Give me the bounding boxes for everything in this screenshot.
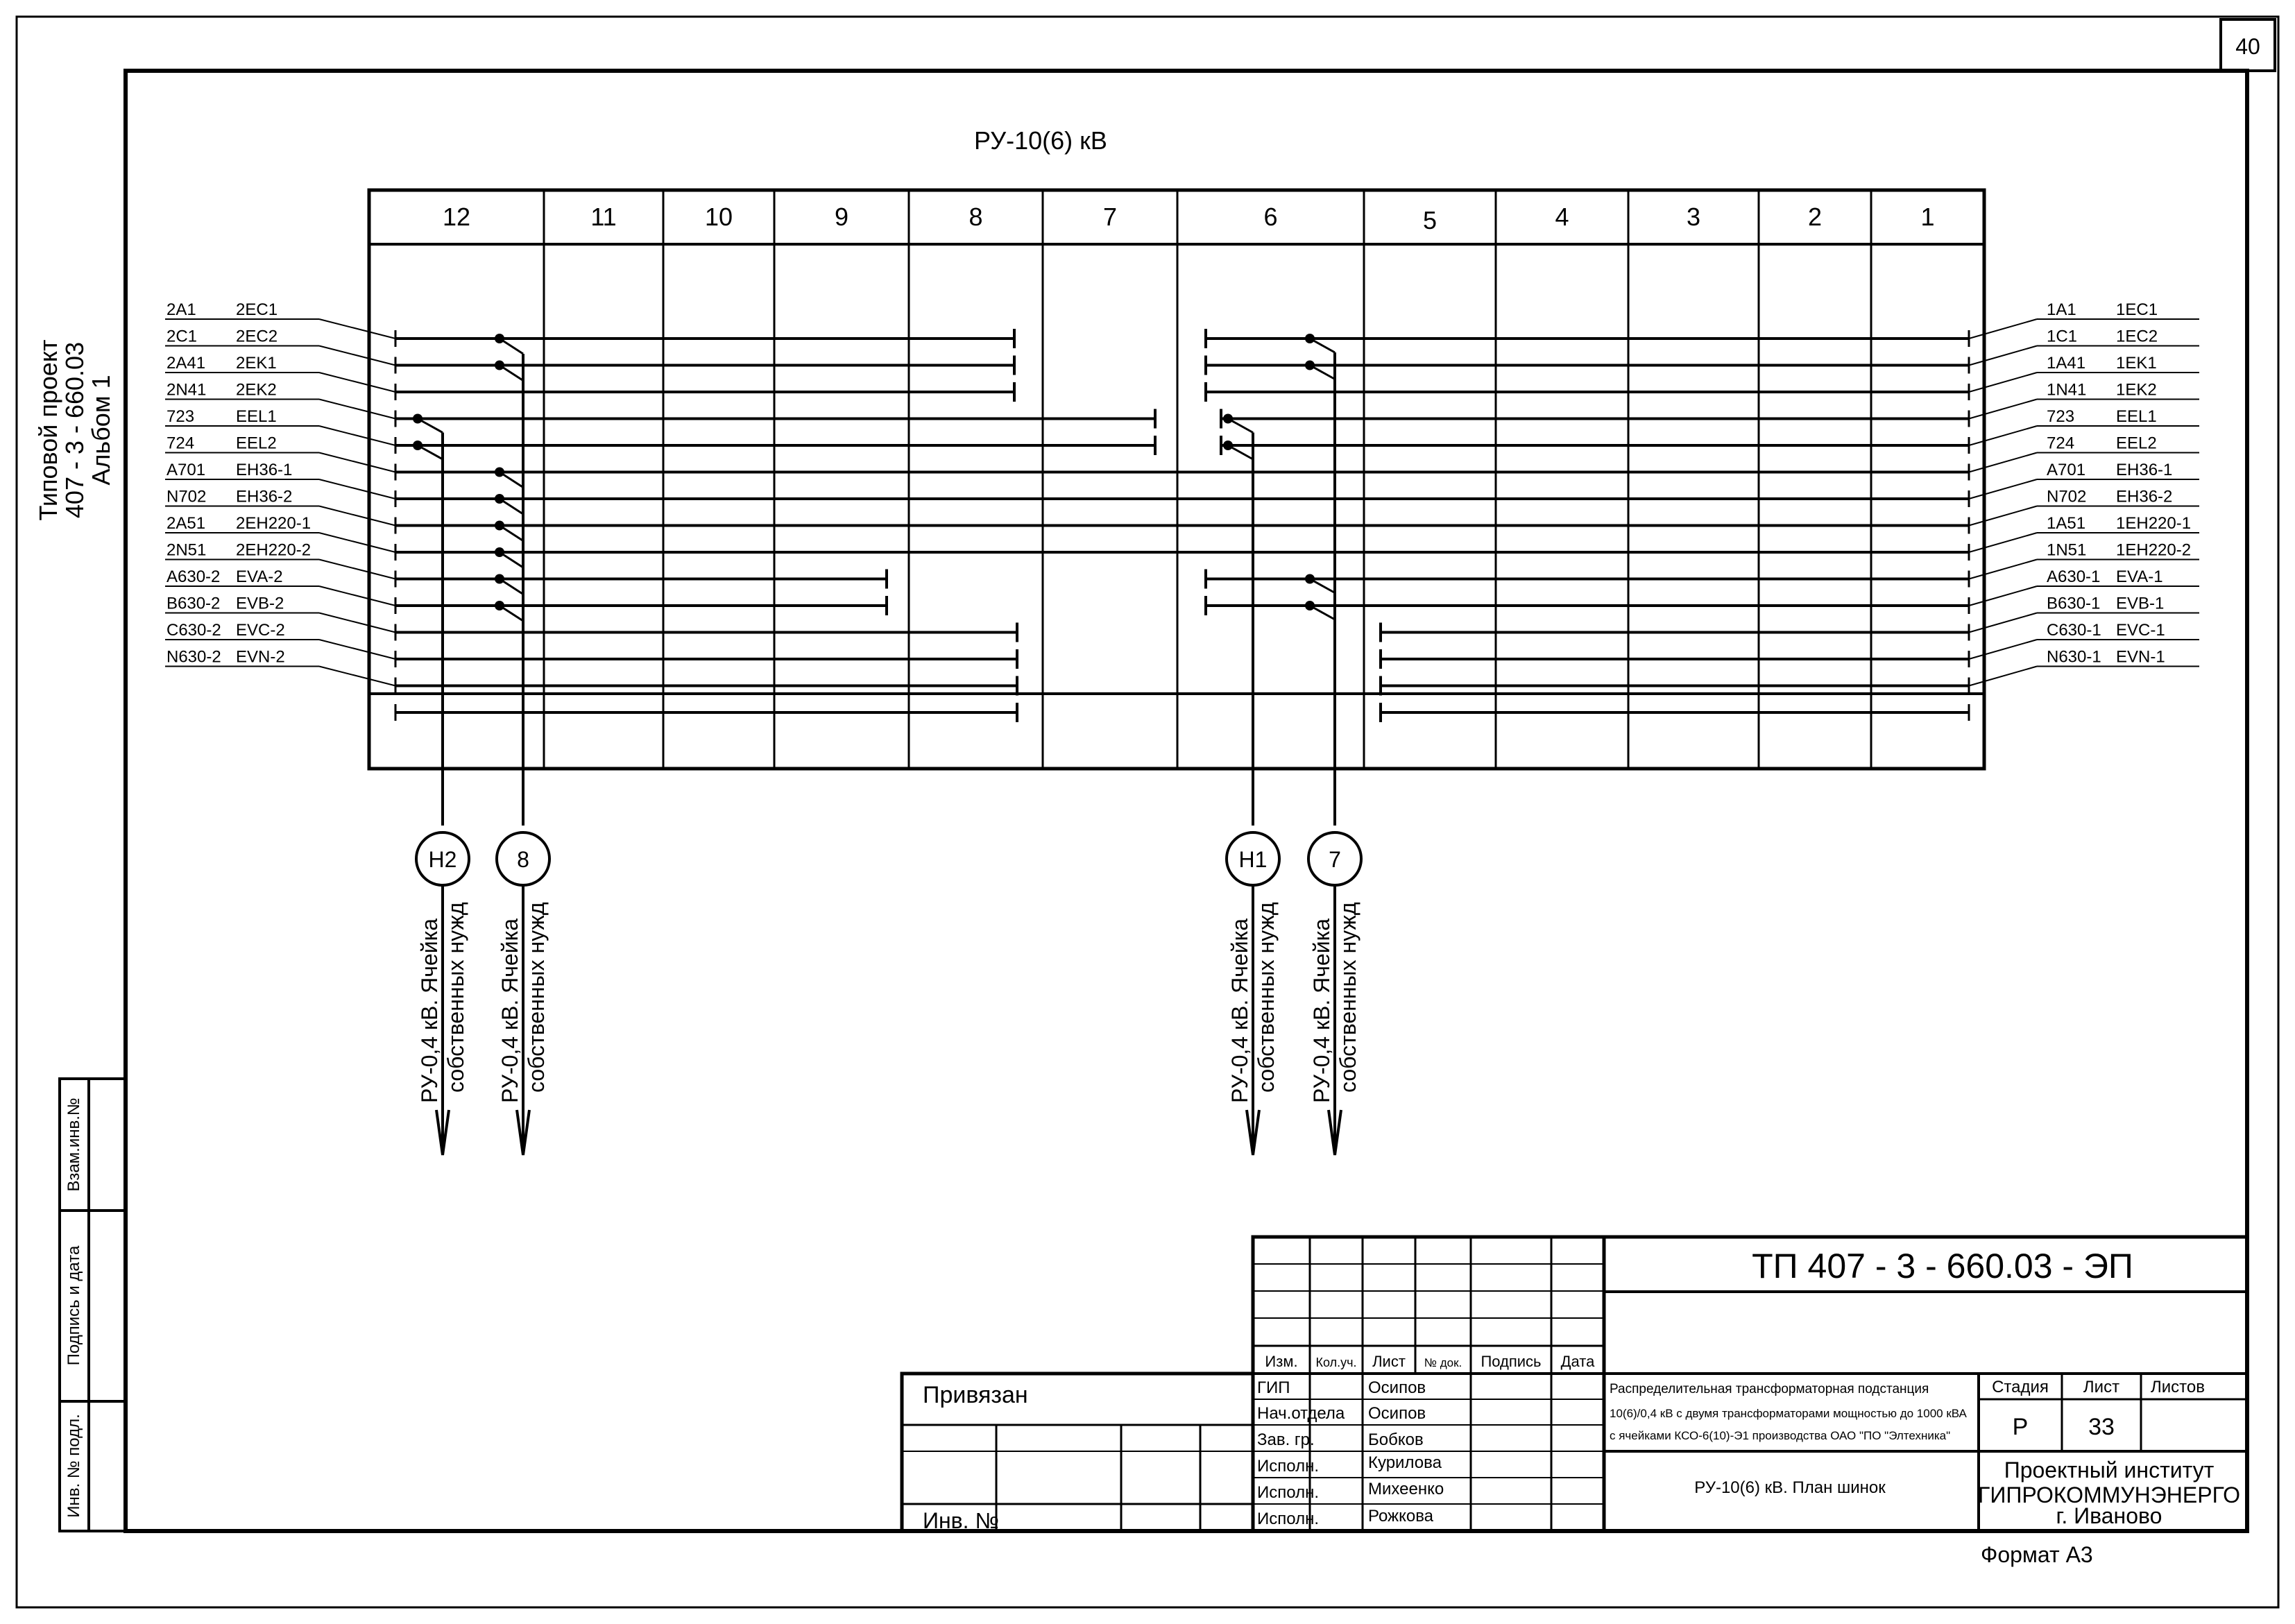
- wire-code: 2EC1: [236, 300, 278, 319]
- institute-line-1: Проектный институт: [2004, 1458, 2215, 1482]
- wire-mark: 2N51: [167, 540, 207, 560]
- side-stamp-line-2: 407 - 3 - 660.03: [60, 341, 89, 519]
- feeder-number: 7: [1329, 847, 1341, 872]
- feeder-number: Н2: [428, 847, 457, 872]
- wire-mark: N630-1: [2047, 647, 2101, 667]
- label-leader: [319, 319, 395, 339]
- wire-code: EEL1: [2116, 407, 2157, 426]
- tap-line: [500, 339, 523, 354]
- feeder-desc-1: РУ-0,4 кВ. Ячейка: [1309, 918, 1334, 1103]
- wire-code: EH36-1: [236, 461, 293, 479]
- project-title-line-2: 10(6)/0,4 кВ с двумя трансформаторами мощностью до 1000 кВА: [1610, 1407, 1967, 1420]
- wire-code: EVB-1: [2116, 594, 2165, 613]
- wire-mark: 724: [2047, 434, 2075, 453]
- wire-code: 1EH220-2: [2116, 540, 2192, 560]
- cell-number: 7: [1102, 203, 1118, 231]
- right-wire-labels: [1969, 300, 2199, 686]
- cell-number: 6: [1263, 203, 1278, 231]
- wire-mark: 1A1: [2047, 300, 2076, 319]
- sheet-header: Лист: [2083, 1378, 2120, 1396]
- label-leader: [319, 479, 395, 499]
- institute-line-2: ГИПРОКОММУНЭНЕРГО: [1978, 1482, 2240, 1507]
- cell-number: 9: [834, 203, 849, 231]
- label-leader: [319, 426, 395, 445]
- wire-code: 1EH220-1: [2116, 514, 2192, 533]
- staff-role-5: Исполн.: [1257, 1483, 1319, 1502]
- label-leader: [1969, 560, 2037, 579]
- wire-mark: 1A41: [2047, 354, 2086, 373]
- side-stamp-line-3: Альбом 1: [87, 375, 115, 486]
- label-leader: [1969, 479, 2037, 499]
- wire-mark: 2A41: [167, 354, 206, 373]
- wire-mark: 1N51: [2047, 540, 2087, 560]
- label-leader: [1969, 667, 2037, 686]
- diagram-title: РУ-10(6) кВ: [974, 126, 1107, 155]
- wire-mark: C630-1: [2047, 621, 2101, 640]
- cell-number: 10: [704, 203, 733, 231]
- label-leader: [1969, 506, 2037, 526]
- wire-code: EEL1: [236, 407, 277, 426]
- label-leader: [1969, 453, 2037, 472]
- label-leader: [1969, 426, 2037, 445]
- wire-code: 1EC1: [2116, 300, 2158, 319]
- staff-role-2: Нач.отдела: [1257, 1404, 1345, 1423]
- feeder-number: 8: [517, 847, 529, 872]
- feeder-desc-1: РУ-0,4 кВ. Ячейка: [1227, 918, 1252, 1103]
- wire-code: 1EC2: [2116, 327, 2158, 346]
- wire-code: 1EK2: [2116, 380, 2157, 400]
- hdr-sign: Подпись: [1481, 1353, 1542, 1370]
- staff-name-4: Курилова: [1368, 1453, 1442, 1472]
- wire-code: EVN-2: [236, 647, 285, 667]
- stage-header: Стадия: [1992, 1378, 2049, 1396]
- doc-code: ТП 407 - 3 - 660.03 - ЭП: [1752, 1247, 2133, 1285]
- side-stamp: [34, 339, 115, 520]
- stamp-original-inv: Инв. № подл.: [65, 1414, 83, 1518]
- wire-code: 1EK1: [2116, 354, 2157, 373]
- wire-code: 2EH220-2: [236, 540, 312, 560]
- label-leader: [1969, 319, 2037, 339]
- staff-name-1: Осипов: [1368, 1378, 1426, 1397]
- wire-mark: 2C1: [167, 327, 198, 346]
- cell-number: 12: [442, 203, 471, 231]
- cell-number: 5: [1422, 206, 1437, 234]
- hdr-doc: № док.: [1424, 1356, 1462, 1369]
- wire-code: EH36-2: [2116, 487, 2173, 506]
- tap-line: [1310, 339, 1335, 352]
- hdr-izm: Изм.: [1265, 1353, 1298, 1370]
- wire-mark: N702: [2047, 487, 2087, 506]
- cell-number: 3: [1686, 203, 1701, 231]
- busbars: [395, 329, 1969, 826]
- label-leader: [1969, 586, 2037, 606]
- tap-line: [1310, 366, 1335, 379]
- cell-number: 8: [969, 203, 983, 231]
- format-label: Формат А3: [1981, 1542, 2093, 1567]
- wire-code: 2EK1: [236, 354, 277, 373]
- wire-mark: A630-2: [167, 567, 221, 586]
- feeder-desc-2: собственных нужд: [443, 902, 468, 1093]
- staff-role-3: Зав. гр.: [1257, 1430, 1315, 1449]
- label-leader: [319, 613, 395, 633]
- inv-label: Инв. №: [923, 1508, 999, 1533]
- wire-mark: 2A51: [167, 514, 206, 533]
- staff-name-6: Рожкова: [1368, 1507, 1434, 1525]
- feeder-desc-2: собственных нужд: [1254, 902, 1279, 1093]
- cell-number: 1: [1920, 203, 1935, 231]
- label-leader: [319, 400, 395, 419]
- outer-border: [17, 17, 2278, 1607]
- tap-line: [1228, 419, 1253, 433]
- label-leader: [1969, 346, 2037, 366]
- label-leader: [319, 373, 395, 392]
- wire-code: EVC-2: [236, 621, 285, 640]
- wire-code: 2EK2: [236, 380, 277, 400]
- wire-mark: N702: [167, 487, 207, 506]
- stage-value: Р: [2012, 1414, 2029, 1440]
- label-leader: [1969, 373, 2037, 392]
- wire-code: EVC-1: [2116, 621, 2165, 640]
- tap-line: [500, 606, 523, 621]
- sheet-title: РУ-10(6) кВ. План шинок: [1694, 1478, 1886, 1497]
- wire-code: 2EC2: [236, 327, 278, 346]
- staff-role-1: ГИП: [1257, 1378, 1290, 1397]
- tap-line: [418, 419, 443, 433]
- wire-mark: 724: [167, 434, 195, 453]
- sheets-header: Листов: [2151, 1378, 2205, 1396]
- stamp-replaced-inv: Взам.инв.№: [65, 1097, 83, 1192]
- wire-mark: 723: [167, 407, 195, 426]
- wire-code: EVA-1: [2116, 567, 2163, 586]
- wire-mark: A701: [2047, 461, 2086, 479]
- institute-line-3: г. Иваново: [2056, 1503, 2162, 1528]
- tap-line: [500, 472, 523, 488]
- wire-mark: N630-2: [167, 647, 221, 667]
- wire-mark: B630-2: [167, 594, 221, 613]
- feeder-desc-2: собственных нужд: [524, 902, 549, 1093]
- wire-code: EEL2: [2116, 434, 2157, 453]
- label-leader: [319, 506, 395, 526]
- wire-mark: B630-1: [2047, 594, 2101, 613]
- wire-mark: 2A1: [167, 300, 196, 319]
- tap-line: [500, 579, 523, 595]
- label-leader: [1969, 533, 2037, 552]
- tap-line: [500, 499, 523, 514]
- feeder-number: Н1: [1238, 847, 1268, 872]
- wire-mark: 1A51: [2047, 514, 2086, 533]
- feeder-desc-2: собственных нужд: [1336, 902, 1360, 1093]
- feeder-desc-1: РУ-0,4 кВ. Ячейка: [417, 918, 442, 1103]
- wire-mark: 1C1: [2047, 327, 2078, 346]
- staff-name-5: Михеенко: [1368, 1480, 1444, 1498]
- hdr-kol: Кол.уч.: [1315, 1356, 1357, 1369]
- title-block: [902, 1237, 2247, 1567]
- staff-name-3: Бобков: [1368, 1430, 1424, 1449]
- output-feeders: [416, 832, 1361, 1155]
- project-title-line-1: Распределительная трансформаторная подстанция: [1610, 1382, 1929, 1396]
- wire-mark: 2N41: [167, 380, 207, 400]
- side-stamp-line-1: Типовой проект: [34, 339, 62, 521]
- wire-mark: 1N41: [2047, 380, 2087, 400]
- feeder-desc-1: РУ-0,4 кВ. Ячейка: [497, 918, 522, 1103]
- wire-code: EEL2: [236, 434, 277, 453]
- cell-number: 2: [1807, 203, 1823, 231]
- staff-role-4: Исполн.: [1257, 1457, 1319, 1476]
- wire-code: EVB-2: [236, 594, 284, 613]
- label-leader: [1969, 640, 2037, 659]
- label-leader: [319, 586, 395, 606]
- left-margin-stamps: [60, 1079, 126, 1531]
- cell-number: 11: [590, 203, 617, 231]
- project-title-line-3: с ячейками КСО-6(10)-Э1 производства ОАО "ПО "Элтехника": [1610, 1429, 1951, 1442]
- tap-line: [1310, 606, 1335, 619]
- label-leader: [319, 667, 395, 686]
- stamp-signature-date: Подпись и дата: [65, 1245, 83, 1366]
- wire-code: 2EH220-1: [236, 514, 312, 533]
- sheet-value: 33: [2088, 1414, 2115, 1440]
- switchgear-plan: [369, 190, 1984, 769]
- left-wire-labels: [165, 300, 395, 686]
- wire-mark: C630-2: [167, 621, 221, 640]
- wire-mark: A701: [167, 461, 206, 479]
- staff-role-6: Исполн.: [1257, 1510, 1319, 1528]
- tap-line: [500, 366, 523, 381]
- wire-code: EVN-1: [2116, 647, 2165, 667]
- wire-mark: A630-1: [2047, 567, 2101, 586]
- label-leader: [1969, 613, 2037, 633]
- attached-label: Привязан: [923, 1382, 1028, 1408]
- wire-code: EH36-2: [236, 487, 293, 506]
- tap-line: [500, 552, 523, 567]
- tap-line: [1228, 445, 1253, 459]
- wire-code: EVA-2: [236, 567, 283, 586]
- label-leader: [319, 453, 395, 472]
- wire-code: EH36-1: [2116, 461, 2173, 479]
- tap-line: [500, 526, 523, 541]
- label-leader: [319, 640, 395, 659]
- tap-line: [1310, 579, 1335, 593]
- sheet-number: 40: [2235, 34, 2260, 59]
- label-leader: [319, 560, 395, 579]
- tap-line: [418, 445, 443, 459]
- label-leader: [1969, 400, 2037, 419]
- hdr-list: Лист: [1372, 1353, 1406, 1370]
- label-leader: [319, 533, 395, 552]
- label-leader: [319, 346, 395, 366]
- staff-name-2: Осипов: [1368, 1404, 1426, 1423]
- cell-number: 4: [1555, 203, 1569, 231]
- wire-mark: 723: [2047, 407, 2075, 426]
- hdr-date: Дата: [1560, 1353, 1595, 1370]
